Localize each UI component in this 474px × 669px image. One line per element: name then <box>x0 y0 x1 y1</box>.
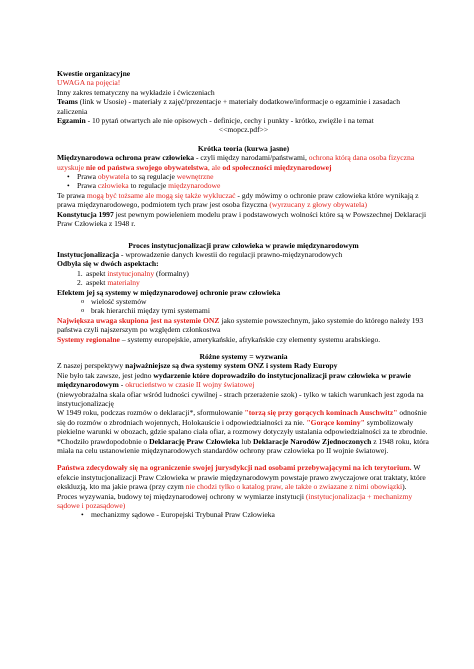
perspective-line <box>57 361 430 370</box>
theory-highlight-3: , ale <box>207 162 223 172</box>
item-highlight: człowieka <box>97 181 129 191</box>
effects-list <box>57 297 430 316</box>
text: Proces wyzywania, budowy tej międzynarodowej ochrony w wymiarze instytucji <box>57 491 306 501</box>
section-title-process: Proces instytucjonalizacji praw człowieka w prawie międzynarodowym <box>128 240 359 250</box>
theory-intro <box>57 153 430 172</box>
highlight: Systemy regionalne <box>57 334 120 344</box>
text: jest pewnym powieleniem modelu praw i podstawowych wolności które są w Powszechnej Deklaracji Praw Człowieka z 1948 r. <box>57 209 427 229</box>
highlight: (instytucjonalizacja + mechanizmy sądowe i pozasądowe) <box>57 491 413 511</box>
list-item: • mechanizmy sądowe - Europejski Trybunał Praw Człowieka <box>91 510 430 519</box>
text: - <box>118 380 126 390</box>
spacer <box>57 455 430 463</box>
list-item <box>77 181 430 190</box>
constitution-paragraph <box>57 210 430 229</box>
item-highlight: międzynarodowe <box>168 181 221 191</box>
theory-highlight-4: od społeczności międzynarodowej <box>222 162 332 172</box>
item-text: to regulacje <box>128 181 169 191</box>
text: - wprowadzenie danych kwestii do regulacji prawno-międzynarodowych <box>119 249 343 259</box>
item-text: to są regulacje <box>129 172 177 182</box>
text: odnośnie się do rozmów o zbrodniach wojennych, Holokauście i odpowiedzialności za nie. <box>57 408 427 427</box>
item-text: Prawa <box>77 172 98 182</box>
teams-text: (link w Usosie) - materiały z zajęć/prezentacje + materiały dodatkowe/informacje o egzaminie i zasadach zaliczenia <box>57 97 401 116</box>
emphasis: najważniejsze są dwa systemy system ONZ i system Rady Europy <box>125 361 338 371</box>
theory-paragraph-2 <box>57 191 430 210</box>
item-text: aspekt <box>86 278 108 288</box>
term-institutionalization: Instytucjonalizacja <box>57 249 120 259</box>
warning-note: UWAGA na pojęcia! <box>57 78 121 88</box>
emphasis: Deklarację Praw Człowieka <box>149 436 240 446</box>
event-paragraph <box>57 371 430 390</box>
text: - gdy mówimy o ochronie praw człowieka które wynikają z prawa międzynarodowego, podmiotem tych praw jest osoba fizyczna <box>57 190 419 210</box>
highlight: nie chodzi tylko o katalog praw, ale także o zwiazane z nimi obowiązki <box>185 482 403 492</box>
text: *Chodziło prawdopodobnie o <box>57 436 150 446</box>
text: Nie było tak zawsze, jest jedno <box>57 370 154 380</box>
text: symbolizowały piekielne warunki w obozach, gdzie spalano ciała ofiar, a rozmowy dotyczyły ustalania odpowiedzialności za te zbrodnie. <box>57 417 428 437</box>
effects-heading: Efektem jej są systemy w międzynarodowej ochronie praw człowieka <box>57 287 281 297</box>
teams-label: Teams <box>57 97 78 107</box>
text: W 1949 roku, podczas rozmów o deklaracji*, sformułowanie <box>57 408 245 418</box>
emphasis: Deklaracje Narodów Zjednoczonych <box>252 436 372 446</box>
text: W efekcie instytucjonalizacji Praw Człowieka w prawie międzynarodowym powstaje prawo zwyczajowe orat traktaty, które ekskluzją, kto ma jakie prawa (przy czym <box>57 463 426 492</box>
item-text: aspekt <box>86 268 108 278</box>
item-text: Prawa <box>77 181 98 191</box>
exam-text: - 10 pytań otwartych ale nie opisowych - definicje, cechy i punkty - krótko, zwięźle i na temat <box>85 116 374 126</box>
highlight: Państwa zdecydowały się na ograniczenie swojej jurysdykcji nad osobami przebywającymi na ich terytorium. <box>57 463 412 473</box>
auschwitz-paragraph <box>57 408 430 436</box>
onz-paragraph <box>57 316 430 335</box>
text: ). <box>402 482 407 492</box>
text: – systemy europejskie, amerykańskie, afrykańskie czy elementy systemu arabskiego. <box>119 334 381 344</box>
highlight: (wyrzucany z głowy obywatela) <box>269 200 367 210</box>
text: Z naszej perspektywy <box>57 361 126 371</box>
institutionalization-def <box>57 250 430 259</box>
item-number: 2. <box>77 278 83 288</box>
aspects-list <box>57 269 430 288</box>
item-text: (formalny) <box>154 268 189 278</box>
highlight: mogą być tożsame ale mogą się także wykluczać <box>86 190 236 200</box>
term-constitution: Konstytucja 1997 <box>57 209 114 219</box>
emphasis: wydarzenie które doprowadziło do instytucjonalizacji praw człowieka w prawie międzynarodowym <box>57 370 411 390</box>
text: z 1948 roku, która miała na celu ustanowienie międzynarodowych standardów ochrony praw człowieka po II wojnie światowej. <box>57 436 429 456</box>
list-item <box>77 172 430 181</box>
section-title-organizational: Kwestie organizacyjne <box>57 69 131 78</box>
quote: "torzą się przy gorących kominach Auschwitz" <box>244 408 398 418</box>
highlight: okrucieństwo w czasie II wojny światowej <box>125 380 255 390</box>
item-highlight: materialny <box>107 278 140 288</box>
jurisdiction-paragraph <box>57 463 430 491</box>
list-item <box>77 268 430 278</box>
aspects-heading: Odbyła się w dwóch aspektach: <box>57 259 159 269</box>
process-paragraph <box>57 492 430 511</box>
list-item: o brak hierarchii między tymi systemami <box>91 306 430 315</box>
item-highlight: instytucjonalny <box>107 268 155 278</box>
rights-list <box>57 172 430 191</box>
text: jako systemie powszechnym, jako systemie do którego należy 193 państwa czyli najszerszym po względem członkostwa <box>57 315 424 335</box>
exam-label: Egzamin <box>57 116 86 126</box>
section-title-theory: Krótka teoria (kurwa jasne) <box>197 143 290 153</box>
theory-highlight-2: nie od państwa swojego obywatelstwa <box>85 162 208 172</box>
list-item <box>77 278 430 288</box>
teams-paragraph <box>57 97 430 116</box>
regional-paragraph <box>57 335 430 344</box>
scope-note: Inny zakres tematyczny na wykładzie i ćwiczeniach <box>57 87 215 97</box>
mechanisms-list <box>57 510 430 519</box>
list-item: o wielość systemów <box>91 297 430 306</box>
exam-paragraph <box>57 116 430 125</box>
highlight: Największa uwaga skupiona jest na systemie ONZ <box>57 315 220 325</box>
section-title-challenges: Różne systemy = wyzwania <box>199 351 288 361</box>
text: lub <box>239 436 253 446</box>
term-international-protection: Międzynarodowa ochrona praw człowieka <box>57 153 195 163</box>
scale-paragraph: (niewyobrażalna skala ofiar wśród ludności cywilnej - strach przerażenie szok) - tylko w takich warunkach jest zgoda na instytucjonalizację <box>57 389 424 408</box>
item-highlight: wewnętrzne <box>176 172 214 182</box>
item-highlight: obywatela <box>97 172 130 182</box>
quote: "Gorące kominy" <box>306 417 365 427</box>
attachment-link[interactable]: <<mopcz.pdf>> <box>218 125 269 135</box>
footnote-paragraph <box>57 437 430 456</box>
text: Te prawa <box>57 190 87 200</box>
theory-highlight-1: ochrona którą dana osoba fizyczna uzyskuje <box>57 153 415 172</box>
theory-intro-text: - czyli między narodami/państwami, <box>194 153 309 163</box>
item-number: 1. <box>77 268 83 278</box>
